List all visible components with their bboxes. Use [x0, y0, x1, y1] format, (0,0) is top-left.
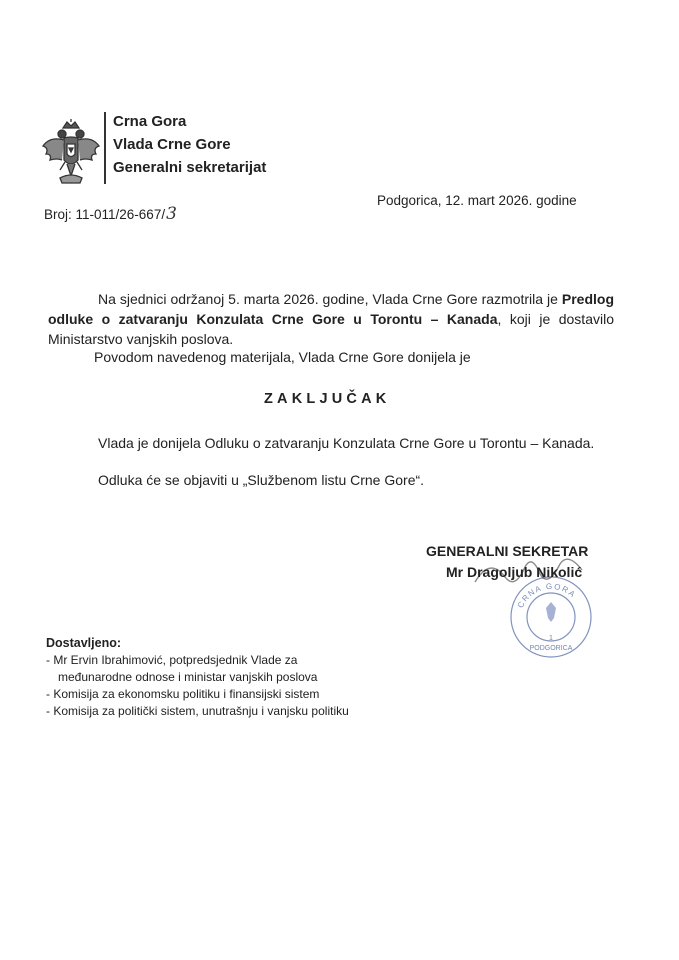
intro-text-after: , koji je dostavilo Ministarstvo vanjskih poslova. [48, 311, 614, 347]
header-divider [104, 112, 106, 184]
delivery-recipient-3: - Komisija za politički sistem, unutrašnju i vanjsku politiku [46, 704, 349, 718]
coat-of-arms-icon [40, 118, 102, 186]
header-secretariat: Generalni sekretarijat [113, 159, 267, 176]
reference-number-text: Broj: 11-011/26-667/ [44, 207, 166, 222]
povodom-line: Povodom navedenog materijala, Vlada Crne Gore donijela je [94, 349, 471, 365]
conclusion-heading: ZAKLJUČAK [264, 391, 391, 407]
signatory-name: Mr Dragoljub Nikolić [446, 564, 583, 580]
signatory-title: GENERALNI SEKRETAR [426, 543, 589, 559]
intro-bold-title: Predlog odluke o zatvaranju Konzulata Crne Gore u Torontu – Kanada [48, 291, 614, 327]
delivery-recipient-1-continued: međunarodne odnose i ministar vanjskih poslova [58, 670, 318, 684]
stamp-outer-text: CRNA GORA [515, 581, 578, 610]
stamp-number: 1 [549, 635, 553, 642]
publication-line: Odluka će se objaviti u „Službenom listu Crne Gore“. [98, 472, 425, 488]
delivery-heading: Dostavljeno: [46, 636, 122, 650]
reference-handwritten-suffix: 3 [166, 204, 177, 224]
header-government: Vlada Crne Gore [113, 136, 231, 153]
delivery-recipient-2: - Komisija za ekonomsku politiku i finansijski sistem [46, 687, 320, 701]
place-date: Podgorica, 12. mart 2026. godine [377, 193, 577, 208]
intro-text-before: Na sjednici održanoj 5. marta 2026. godine, Vlada Crne Gore razmotrila je [98, 291, 562, 307]
handwritten-signature [470, 552, 590, 592]
intro-paragraph [48, 289, 614, 349]
stamp-city: PODGORICA [529, 645, 573, 652]
delivery-recipient-1: - Mr Ervin Ibrahimović, potpredsjednik Vlade za [46, 653, 298, 667]
decision-paragraph: Vlada je donijela Odluku o zatvaranju Konzulata Crne Gore u Torontu – Kanada. [98, 435, 595, 451]
reference-number [44, 204, 177, 224]
header-country: Crna Gora [113, 113, 187, 130]
